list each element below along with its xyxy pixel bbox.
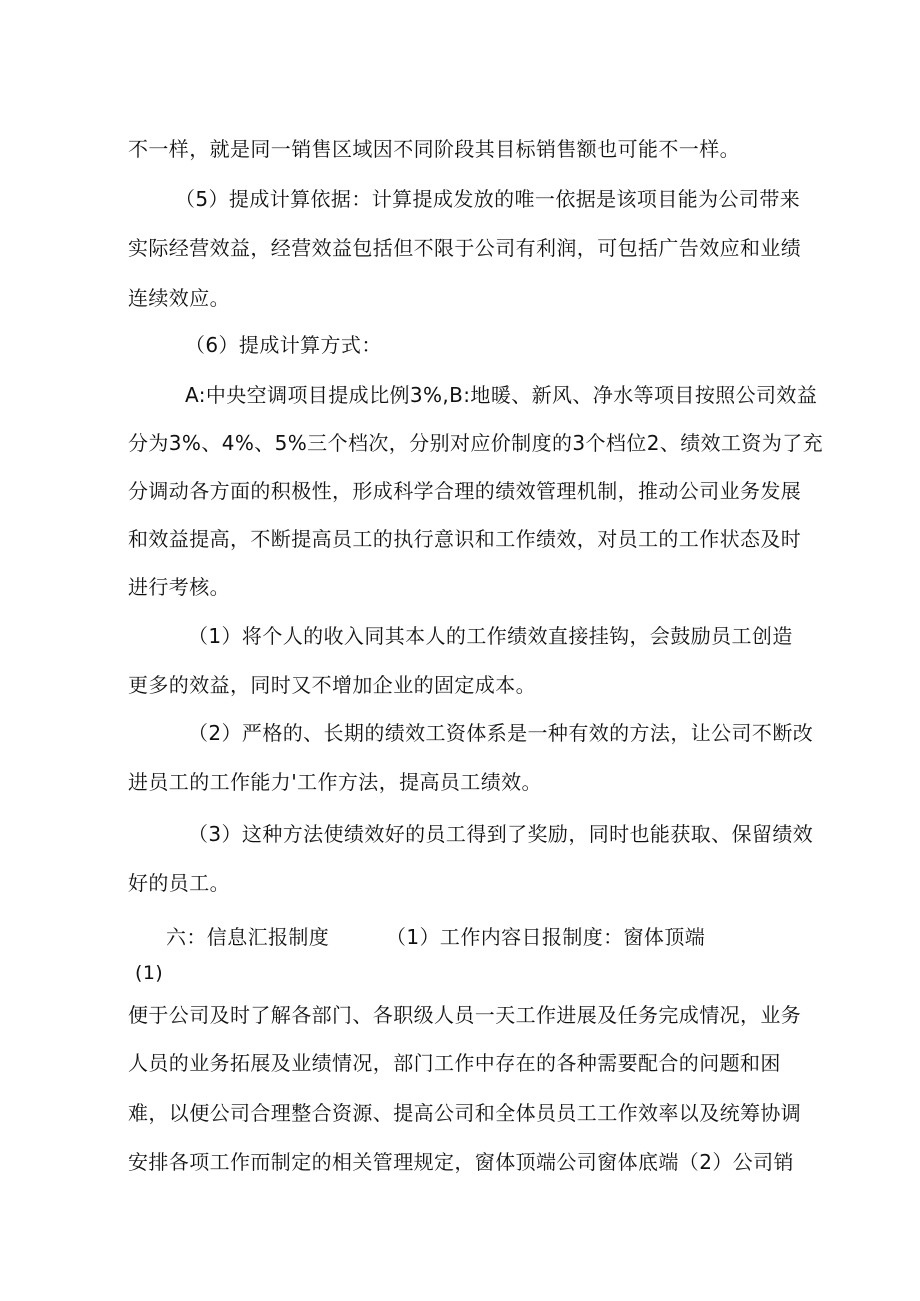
text-line: （1）将个人的收入同其本人的工作绩效直接挂钩，会鼓励员工创造 bbox=[188, 624, 793, 648]
text-line: 便于公司及时了解各部门、各职级人员一天工作进展及任务完成情况，业务 bbox=[128, 1003, 802, 1027]
text-line: A:中央空调项目提成比例3%,B:地暖、新风、净水等项目按照公司效益 bbox=[185, 383, 818, 407]
list-marker: (1) bbox=[135, 962, 164, 984]
text-line: 和效益提高，不断提高员工的执行意识和工作绩效，对员工的工作状态及时 bbox=[128, 527, 802, 551]
text-line: 安排各项工作而制定的相关管理规定，窗体顶端公司窗体底端（2）公司销 bbox=[128, 1150, 794, 1174]
text-line: （5）提成计算依据：计算提成发放的唯一依据是该项目能为公司带来 bbox=[175, 187, 801, 211]
text-line: 实际经营效益，经营效益包括但不限于公司有利润，可包括广告效应和业绩 bbox=[128, 236, 802, 260]
text-line: 分为3%、4%、5%三个档次，分别对应价制度的3个档位2、绩效工资为了充 bbox=[128, 431, 824, 455]
text-line: 连续效应。 bbox=[128, 286, 230, 310]
text-line: 不一样，就是同一销售区域因不同阶段其目标销售额也可能不一样。 bbox=[128, 137, 740, 161]
subsection-heading: （1）工作内容日报制度：窗体顶端 bbox=[386, 925, 706, 949]
text-line: 进员工的工作能力'工作方法，提高员工绩效。 bbox=[128, 770, 542, 794]
section-heading: 六：信息汇报制度 bbox=[166, 925, 330, 949]
text-line: 进行考核。 bbox=[128, 575, 230, 599]
text-line: （2）严格的、长期的绩效工资体系是一种有效的方法，让公司不断改 bbox=[188, 721, 814, 745]
text-line: 分调动各方面的积极性，形成科学合理的绩效管理机制，推动公司业务发展 bbox=[128, 479, 802, 503]
text-line: 人员的业务拓展及业绩情况，部门工作中存在的各种需要配合的问题和困 bbox=[128, 1051, 781, 1075]
text-line: （6）提成计算方式： bbox=[185, 333, 382, 357]
text-line: 难，以便公司合理整合资源、提高公司和全体员员工工作效率以及统筹协调 bbox=[128, 1101, 802, 1125]
text-line: 好的员工。 bbox=[128, 871, 230, 895]
text-line: 更多的效益，同时又不增加企业的固定成本。 bbox=[128, 673, 536, 697]
text-line: （3）这种方法使绩效好的员工得到了奖励，同时也能获取、保留绩效 bbox=[188, 822, 814, 846]
